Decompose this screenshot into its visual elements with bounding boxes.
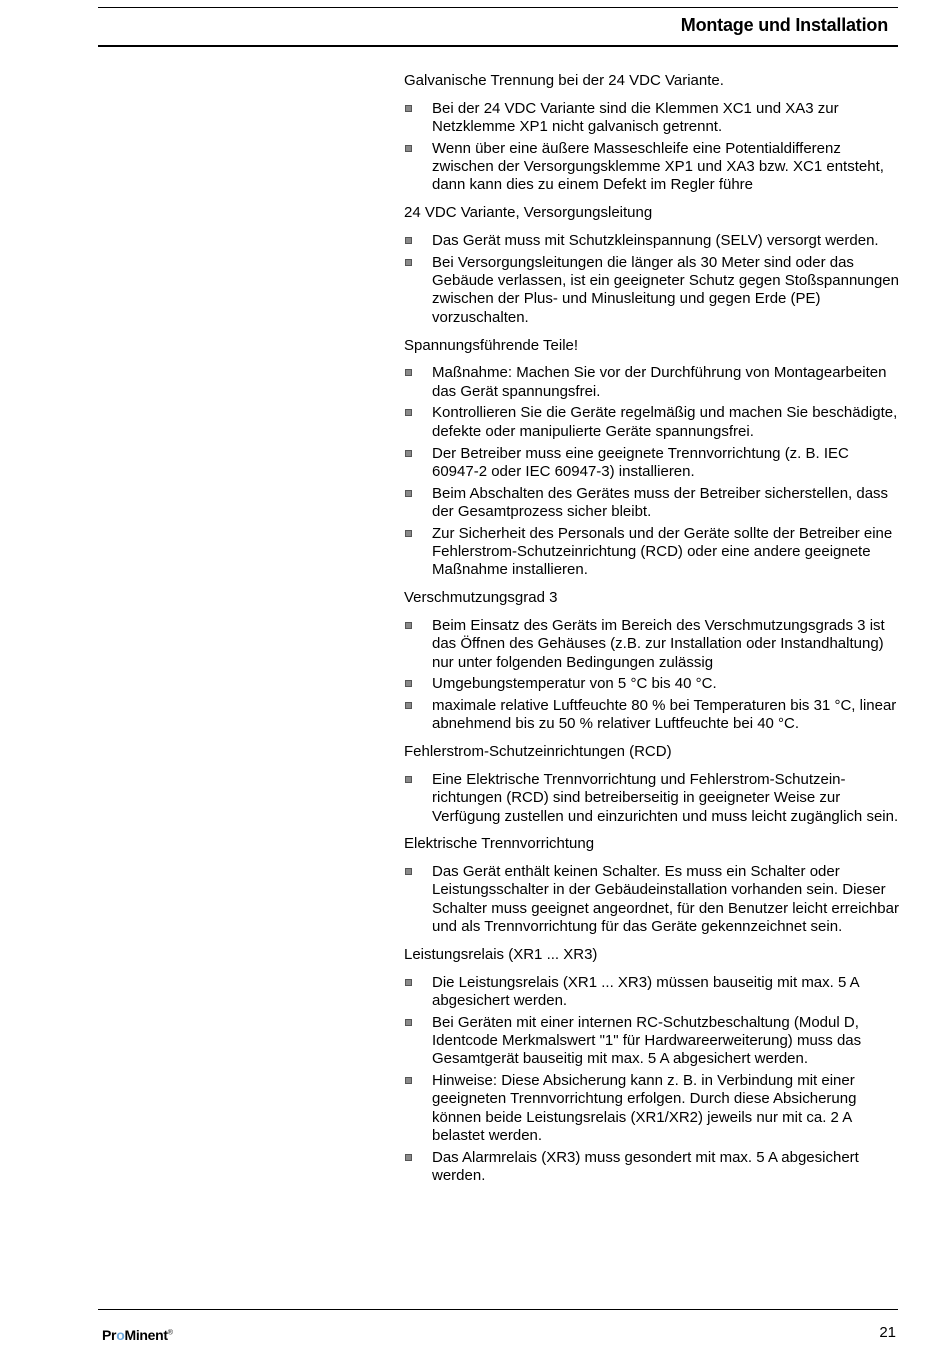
list-item-text: Kontrollieren Sie die Geräte regelmäßig und machen Sie beschädigte, defekte oder manipulierte Geräte spannungsfrei. [432,404,898,440]
section-heading: Galvanische Trennung bei der 24 VDC Variante. [404,72,724,89]
list-item-text: Das Gerät enthält keinen Schalter. Es muss ein Schalter oder Leistungsschalter in der Gebäudeinstallation vorhanden sein. Dieser Schalter muss geeignet angeordnet, für den Benutzer leicht erreichbar und als Trennvorrichtung für das Geräte gekennzeichnet sein. [432,863,899,936]
section [404,743,899,826]
square-bullet-icon [405,450,412,457]
logo-registered-mark: ® [167,1329,173,1337]
section-heading: Leistungsrelais (XR1 ... XR3) [404,945,598,963]
list-item [404,232,899,250]
bullet-list [404,617,899,734]
section-heading: Elektrische Trennvorrichtung [404,835,595,853]
logo-text-part2: o [116,1327,125,1343]
page-number: 21 [879,1324,896,1341]
list-item-text: Bei der 24 VDC Variante sind die Klemmen XC1 und XA3 zur Netzklemme XP1 nicht galvanisch getrennt. [432,99,839,136]
list-item [404,617,899,672]
list-item [404,675,899,693]
square-bullet-icon [405,490,412,497]
section-heading: 24 VDC Variante, Versorgungsleitung [404,204,653,222]
section-heading: Fehlerstrom-Schutzeinrichtungen (RCD) [404,743,672,761]
prominent-logo [102,1327,173,1343]
list-item-text: Hinweise: Diese Absicherung kann z. B. in Verbindung mit einer geeigneten Trennvorrichtung erfolgen. Durch diese Absicherung können beide Leistungsrelais (XR1/XR2) jeweils nur mit ca. 2 A belastet werden. [432,1072,857,1145]
square-bullet-icon [405,776,412,783]
list-item [404,1072,899,1145]
square-bullet-icon [405,530,412,537]
list-item-text: Beim Abschalten des Gerätes muss der Betreiber sicherstellen, dass der Gesamtprozess sicher bleibt. [432,484,889,520]
logo-text-part3: Minent [124,1327,168,1343]
list-item-text: Bei Geräten mit einer internen RC-Schutzbeschaltung (Modul D, Identcode Merkmalswert "1" für Hardwareerweiterung) muss das Gesamtgerät bauseitig mit max. 5 A abgesichert werden. [432,1013,862,1068]
square-bullet-icon [405,868,412,875]
list-item-text: Wenn über eine äußere Masseschleife eine Potentialdifferenz zwischen der Versorgungsklemme XP1 und XA3 bzw. XC1 entsteht, dann kann dies zu einem Defekt im Regler führe [432,139,884,194]
square-bullet-icon [405,105,412,112]
bullet-list [404,863,899,936]
bullet-list [404,771,899,826]
section-heading: Verschmutzungsgrad 3 [404,589,558,607]
list-item-text: Zur Sicherheit des Personals und der Geräte sollte der Betreiber eine Fehlerstrom-Schutzeinrichtung (RCD) oder eine andere geeignete Maßnahme installieren. [432,524,893,579]
list-item [404,863,899,936]
list-item [404,771,899,826]
section [404,204,899,327]
square-bullet-icon [405,1019,412,1026]
square-bullet-icon [405,237,412,244]
list-item-text: maximale relative Luftfeuchte 80 % bei Temperaturen bis 31 °C, linear abnehmend bis zu 50 % relativer Luftfeuchte bei 40 °C. [432,697,897,733]
list-item [404,525,899,580]
list-item-text: Beim Einsatz des Geräts im Bereich des Verschmutzungsgrads 3 ist das Öffnen des Gehäuses (z.B. zur Installation oder Instandhaltung) nur unter folgenden Bedingungen zulässig [432,616,885,671]
list-item-text: Maßnahme: Machen Sie vor der Durchführung von Montagearbeiten das Gerät spannungsfrei. [432,364,887,400]
bullet-list [404,100,899,195]
section [404,835,899,936]
square-bullet-icon [405,622,412,629]
section [404,589,899,734]
bullet-list [404,974,899,1186]
square-bullet-icon [405,259,412,266]
list-item [404,100,899,137]
list-item [404,364,899,401]
footer-rule [98,1309,898,1310]
square-bullet-icon [405,702,412,709]
section [404,72,899,195]
section [404,946,899,1186]
list-item-text: Das Alarmrelais (XR3) muss gesondert mit max. 5 A abgesichert werden. [432,1148,859,1185]
square-bullet-icon [405,409,412,416]
list-item [404,140,899,195]
square-bullet-icon [405,979,412,986]
header-bottom-rule [98,45,898,47]
main-content [404,72,899,1185]
list-item [404,404,899,441]
square-bullet-icon [405,369,412,376]
list-item-text: Umgebungstemperatur von 5 °C bis 40 °C. [432,675,717,693]
square-bullet-icon [405,680,412,687]
list-item [404,1149,899,1186]
section-heading: Spannungsführende Teile! [404,336,579,354]
square-bullet-icon [405,1154,412,1161]
list-item-text: Das Gerät muss mit Schutzkleinspannung (SELV) versorgt werden. [432,232,879,250]
list-item [404,485,899,522]
list-item [404,445,899,482]
header-top-rule [98,7,898,8]
section [404,337,899,580]
list-item [404,974,899,1011]
square-bullet-icon [405,1077,412,1084]
list-item-text: Die Leistungsrelais (XR1 ... XR3) müssen bauseitig mit max. 5 A abgesichert werden. [432,973,859,1009]
list-item [404,1014,899,1069]
bullet-list [404,232,899,327]
list-item-text: Eine Elektrische Trennvorrichtung und Fehlerstrom-Schutzeinrichtungen (RCD) sind betreiberseitig in geeigneter Weise zur Verfügung zustellen und einzurichten und muss leicht zugänglich sein. [432,771,899,825]
square-bullet-icon [405,145,412,152]
page-header-title: Montage und Installation [680,15,888,35]
bullet-list [404,364,899,579]
list-item-text: Der Betreiber muss eine geeignete Trennvorrichtung (z. B. IEC 60947-2 oder IEC 60947-3) installieren. [432,444,849,480]
logo-text-part1: Pr [102,1327,117,1343]
list-item [404,254,899,327]
list-item [404,697,899,734]
list-item-text: Bei Versorgungsleitungen die länger als 30 Meter sind oder das Gebäude verlassen, ist ein geeigneter Schutz gegen Stoßspannungen zwischen der Plus- und Minusleitung und gegen Erde (PE) vorzuschalten. [432,253,899,326]
